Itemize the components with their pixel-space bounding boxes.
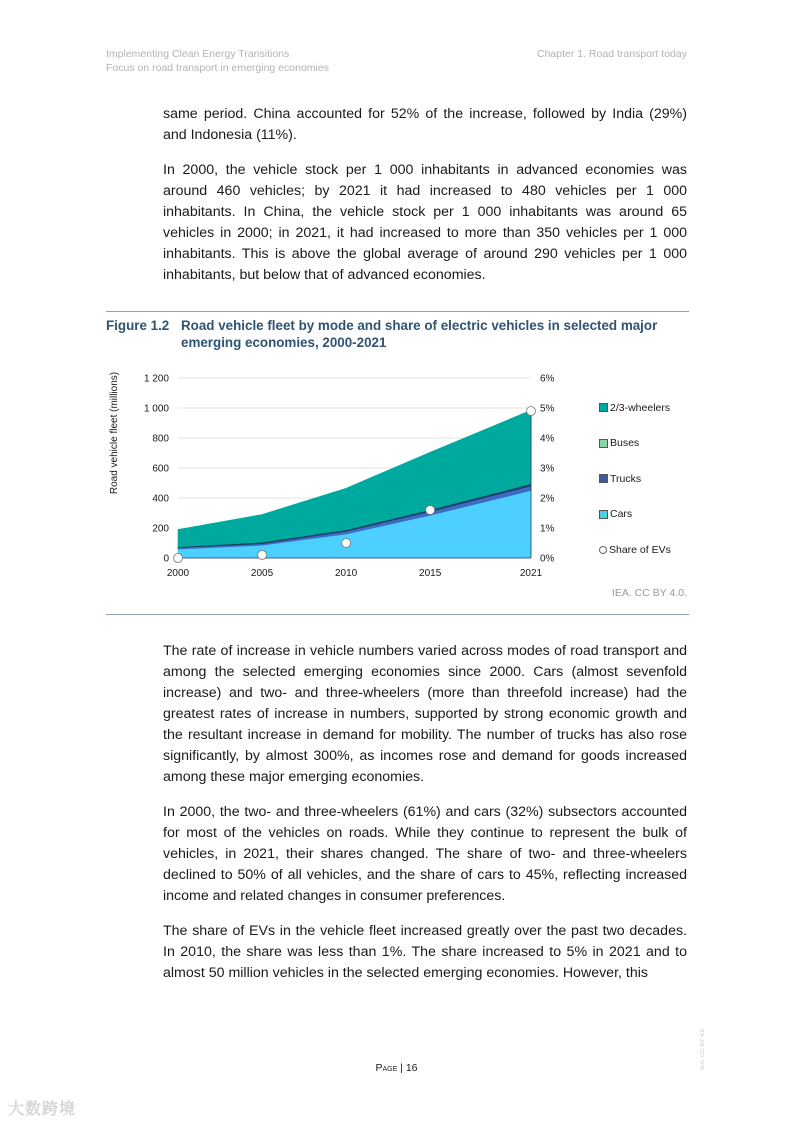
paragraph: The rate of increase in vehicle numbers varied across modes of road transport and among the selected emerging economies since 2000. Cars (almost sevenfold increase) and two- and three-wheelers (more than threefold increase) had the greatest rates of increase in numbers, supported by strong economic growth and the resultant increase in demand for mobility. The number of trucks has also rose significantly, by almost 300%, as incomes rose and demand for goods increased among these major emerging economies.: [163, 643, 687, 785]
figure-number: Figure 1.2: [106, 318, 170, 333]
page-number: 16: [405, 1062, 418, 1074]
svg-text:0: 0: [163, 553, 169, 565]
figure-credit: IEA. CC BY 4.0.: [611, 587, 687, 599]
legend-circle-marker-icon: [599, 546, 607, 554]
svg-text:1 000: 1 000: [143, 403, 169, 415]
legend-swatch: [599, 510, 608, 519]
y2-axis-ticks: [540, 374, 555, 565]
paragraph: In 2000, the two- and three-wheelers (61%) and cars (32%) subsectors accounted for most of the vehicles on roads. While they continue to represent the bulk of vehicles, in 2021, their shares changed. The share of two- and three-wheelers declined to 50% of all vehicles, and the share of cars to 45%, reflecting increased income and related changes in consumer preferences.: [163, 804, 687, 904]
svg-text:2015: 2015: [419, 568, 442, 579]
svg-text:2%: 2%: [540, 493, 555, 505]
legend-swatch: [599, 403, 608, 412]
legend-item-trucks: Trucks: [599, 461, 671, 497]
legend-item-buses: Buses: [599, 426, 671, 462]
side-credit: IEA. CC BY 4.0.: [700, 1027, 706, 1070]
figure-top-rule: [106, 311, 689, 312]
figure-title: Road vehicle fleet by mode and share of electric vehicles in selected major emerging economies, 2000-2021: [181, 318, 658, 350]
svg-text:1%: 1%: [540, 523, 555, 535]
figure-caption: [106, 317, 696, 351]
running-header-left: [106, 47, 329, 75]
svg-text:4%: 4%: [540, 433, 555, 445]
running-header-right: Chapter 1. Road transport today: [536, 48, 687, 60]
page-footer: [0, 1062, 793, 1074]
y-axis-ticks: [144, 374, 169, 565]
svg-text:2005: 2005: [250, 568, 274, 579]
svg-text:200: 200: [152, 523, 169, 535]
ev-share-marker: [174, 554, 183, 563]
ev-share-marker: [258, 551, 267, 560]
watermark-logo: 大数跨境: [8, 1101, 77, 1118]
svg-text:6%: 6%: [540, 373, 555, 385]
svg-text:0%: 0%: [540, 553, 555, 565]
paragraph: In 2000, the vehicle stock per 1 000 inhabitants in advanced economies was around 460 vehicles; by 2021 it had increased to 480 vehicles per 1 000 inhabitants. In China, the vehicle stock per 1 000 inhabitants was around 65 vehicles in 2000; in 2021, it had increased to more than 350 vehicles per 1 000 inhabitants. This is above the global average of around 290 vehicles per 1 000 inhabitants, but below that of advanced economies.: [163, 162, 687, 283]
svg-text:800: 800: [152, 433, 169, 445]
page-label: Page: [375, 1062, 398, 1074]
area-series: [178, 410, 531, 558]
svg-text:2010: 2010: [334, 568, 358, 579]
report-title: Implementing Clean Energy Transitions: [106, 48, 290, 60]
svg-text:3%: 3%: [540, 463, 555, 475]
figure-bottom-rule: [106, 614, 689, 615]
ev-share-marker: [342, 539, 351, 548]
x-axis-ticks: [167, 568, 543, 579]
legend-item-cars: Cars: [599, 497, 671, 533]
legend-item-2-3-wheelers: 2/3-wheelers: [599, 390, 671, 426]
svg-text:2000: 2000: [166, 568, 190, 579]
legend-item-share-of-evs: Share of EVs: [599, 532, 671, 568]
paragraph: same period. China accounted for 52% of the increase, followed by India (29%) and Indonesia (11%).: [163, 106, 687, 143]
body-text-bottom: [163, 641, 687, 984]
body-text-top: [163, 104, 687, 286]
svg-text:2021: 2021: [519, 568, 543, 579]
legend-swatch: [599, 474, 608, 483]
page-separator: |: [397, 1062, 406, 1074]
chart-legend: [599, 390, 671, 568]
y-axis-label: Road vehicle fleet (millions): [109, 371, 120, 495]
svg-text:600: 600: [152, 463, 169, 475]
paragraph: The share of EVs in the vehicle fleet increased greatly over the past two decades. In 2010, the share was less than 1%. The share increased to 5% in 2021 and to almost 50 million vehicles in the selected emerging economies. However, this: [163, 923, 687, 981]
ev-share-marker: [527, 407, 536, 416]
svg-text:1 200: 1 200: [143, 373, 169, 385]
svg-text:5%: 5%: [540, 403, 555, 415]
svg-text:400: 400: [152, 493, 169, 505]
report-subtitle: Focus on road transport in emerging economies: [106, 62, 329, 74]
legend-swatch: [599, 439, 608, 448]
ev-share-marker: [426, 506, 435, 515]
